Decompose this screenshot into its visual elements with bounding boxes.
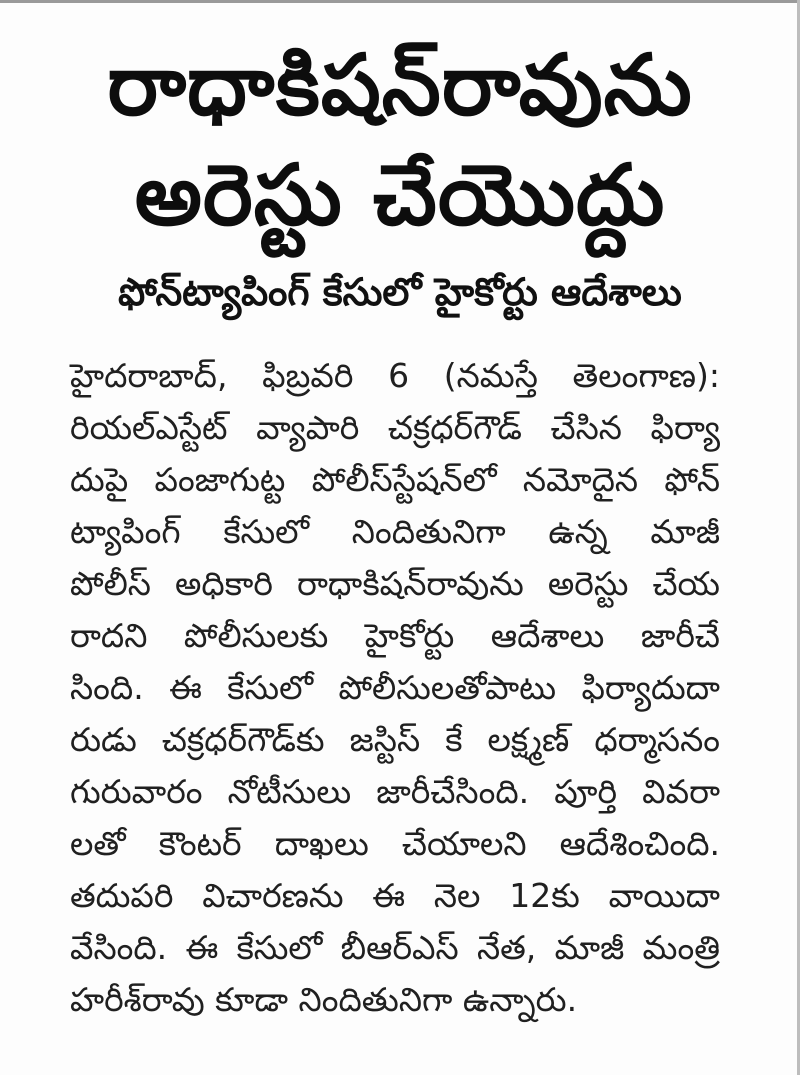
body-line: సింది. ఈ కేసులో పోలీసులతోపాటు ఫిర్యాదుదా	[70, 668, 720, 707]
body-line: పోలీస్ అధికారి రాధాకిషన్‌రావును అరెస్టు చేయ	[70, 564, 720, 603]
body-line: తదుపరి విచారణను ఈ నెల 12కు వాయిదా	[70, 876, 720, 915]
body-line: రియల్‌ఎస్టేట్ వ్యాపారి చక్రధర్‌గౌడ్ చేసిన ఫిర్యా	[70, 408, 720, 447]
top-border-rule	[0, 0, 800, 3]
subheadline: ఫోన్‌ట్యాపింగ్ కేసులో హైకోర్టు ఆదేశాలు	[118, 270, 682, 314]
body-line: హరీశ్‌రావు కూడా నిందితునిగా ఉన్నారు.	[70, 980, 578, 1019]
body-line: దుపై పంజాగుట్ట పోలీస్‌స్టేషన్‌లో నమోదైన ఫోన్	[70, 460, 720, 499]
body-line: హైదరాబాద్, ఫిబ్రవరి 6 (నమస్తే తెలంగాణ):	[70, 356, 720, 395]
headline-line-1: రాధాకిషన్‌రావును	[107, 36, 693, 134]
body-line: లతో కౌంటర్ దాఖలు చేయాలని ఆదేశించింది.	[70, 824, 720, 863]
headline-line-2: అరెస్టు చేయొద్దు	[134, 146, 666, 244]
body-line: గురువారం నోటీసులు జారీచేసింది. పూర్తి వివరా	[70, 772, 720, 811]
body-line: రాదని పోలీసులకు హైకోర్టు ఆదేశాలు జారీచే	[70, 616, 720, 655]
body-line: వేసింది. ఈ కేసులో బీఆర్‌ఎస్ నేత, మాజీ మంత్రి	[70, 928, 720, 967]
body-line: ట్యాపింగ్ కేసులో నిందితునిగా ఉన్న మాజీ	[70, 512, 720, 551]
body-line: రుడు చక్రధర్‌గౌడ్‌కు జస్టిస్ కే లక్ష్మణ్ ధర్మాసనం	[70, 720, 720, 759]
article-body	[70, 350, 720, 1026]
